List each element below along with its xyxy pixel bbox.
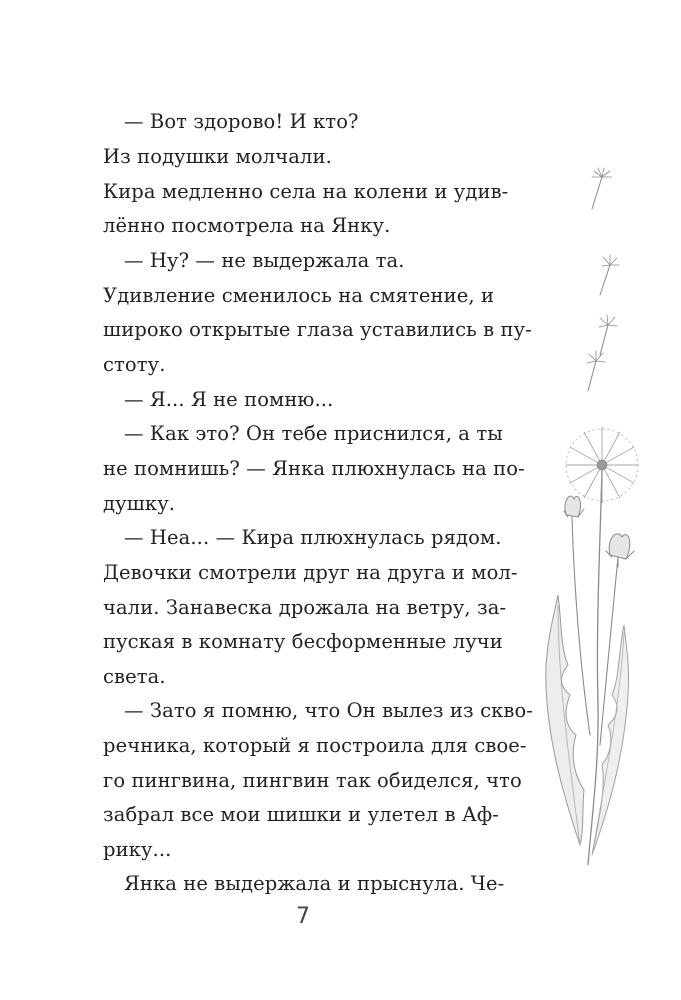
text-line: широко открытые глаза уставились в пу- bbox=[103, 318, 532, 341]
seed-icon bbox=[599, 315, 617, 355]
text-line: — Неа... — Кира плюхнулась рядом. bbox=[124, 526, 502, 549]
text-line: Девочки смотрели друг на друга и мол- bbox=[103, 561, 518, 584]
bud-icon bbox=[564, 496, 584, 517]
text-line: Янка не выдержала и прыснула. Че- bbox=[124, 872, 505, 895]
seed-icon bbox=[600, 255, 619, 295]
seed-icon bbox=[587, 351, 605, 391]
text-line: чали. Занавеска дрожала на ветру, за- bbox=[103, 596, 507, 619]
text-line: — Зато я помню, что Он вылез из скво- bbox=[124, 699, 533, 722]
text-line: — Ну? — не выдержала та. bbox=[124, 249, 405, 272]
text-line: света. bbox=[103, 665, 166, 688]
text-line: пуская в комнату бесформенные лучи bbox=[103, 630, 503, 653]
text-line: душку. bbox=[103, 492, 176, 515]
text-line: — Как это? Он тебе приснился, а ты bbox=[124, 422, 503, 445]
text-line: го пингвина, пингвин так обиделся, что bbox=[103, 769, 522, 792]
text-line: забрал все мои шишки и улетел в Аф- bbox=[103, 803, 499, 826]
text-line: — Вот здорово! И кто? bbox=[124, 110, 359, 133]
page-number: 7 bbox=[296, 904, 310, 929]
text-line: Из подушки молчали. bbox=[103, 145, 332, 168]
text-line: Кира медленно села на колени и удив- bbox=[103, 180, 509, 203]
dandelion-sketch-icon bbox=[540, 165, 681, 865]
text-line: стоту. bbox=[103, 353, 166, 376]
text-line: речника, который я построила для свое- bbox=[103, 734, 527, 757]
text-line: рику... bbox=[103, 838, 172, 861]
text-line: не помнишь? — Янка плюхнулась на по- bbox=[103, 457, 525, 480]
bud-icon bbox=[606, 534, 634, 567]
text-line: — Я... Я не помню... bbox=[124, 388, 334, 411]
text-line: Удивление сменилось на смятение, и bbox=[103, 284, 495, 307]
text-line: лённо посмотрела на Янку. bbox=[103, 214, 391, 237]
seed-icon bbox=[592, 168, 612, 209]
